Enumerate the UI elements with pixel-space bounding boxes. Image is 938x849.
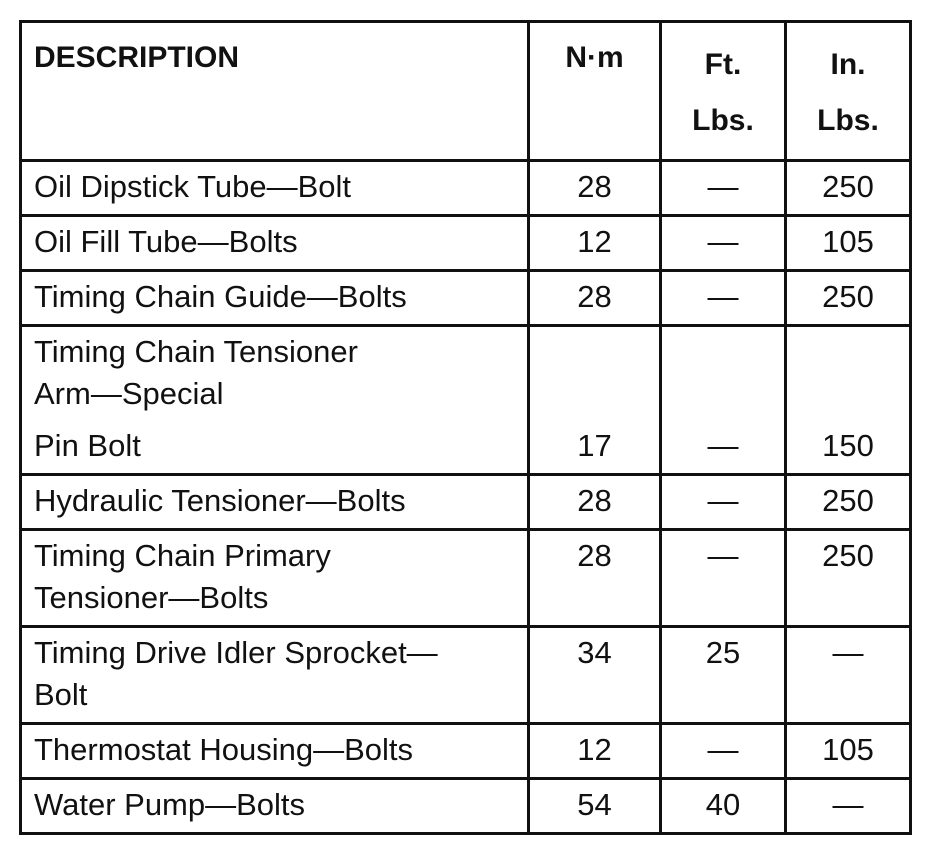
row-ft-lbs: — [661,724,786,779]
row-nm: 34 [529,627,661,724]
row-description: Thermostat Housing—Bolts [21,724,529,779]
table-row [21,724,911,779]
header-row [21,22,911,161]
row-ft-lbs: 25 [661,627,786,724]
torque-spec-table [19,20,912,835]
row-ft-lbs: 40 [661,779,786,834]
row-in-lbs: 105 [786,216,911,271]
row-ft-lbs: — [661,326,786,475]
row-in-lbs: — [786,627,911,724]
row-description: Timing Chain Guide—Bolts [21,271,529,326]
row-in-lbs: 250 [786,530,911,627]
table-row [21,216,911,271]
table-row [21,271,911,326]
row-nm: 17 [529,326,661,475]
row-description: Hydraulic Tensioner—Bolts [21,475,529,530]
table-row [21,627,911,724]
header-in-lbs: In. Lbs. [786,22,911,161]
row-description: Oil Fill Tube—Bolts [21,216,529,271]
table-row [21,161,911,216]
row-nm: 28 [529,530,661,627]
row-description: Timing Chain Primary Tensioner—Bolts [21,530,529,627]
row-in-lbs: 105 [786,724,911,779]
row-ft-lbs: — [661,271,786,326]
header-ft-lbs: Ft. Lbs. [661,22,786,161]
header-nm: N·m [529,22,661,161]
row-in-lbs: 250 [786,271,911,326]
row-description: Timing Drive Idler Sprocket— Bolt [21,627,529,724]
row-description: Water Pump—Bolts [21,779,529,834]
table-row [21,530,911,627]
header-description: DESCRIPTION [21,22,529,161]
row-nm: 28 [529,161,661,216]
row-nm: 28 [529,271,661,326]
row-in-lbs: 250 [786,475,911,530]
row-in-lbs: 150 [786,326,911,475]
table-row [21,326,911,475]
row-nm: 54 [529,779,661,834]
row-ft-lbs: — [661,216,786,271]
row-ft-lbs: — [661,161,786,216]
row-description: Timing Chain Tensioner Arm—Special Pin Bolt [21,326,529,475]
table-row [21,475,911,530]
row-in-lbs: 250 [786,161,911,216]
table-row [21,779,911,834]
row-ft-lbs: — [661,475,786,530]
row-description: Oil Dipstick Tube—Bolt [21,161,529,216]
row-in-lbs: — [786,779,911,834]
row-nm: 28 [529,475,661,530]
row-ft-lbs: — [661,530,786,627]
row-nm: 12 [529,724,661,779]
row-nm: 12 [529,216,661,271]
